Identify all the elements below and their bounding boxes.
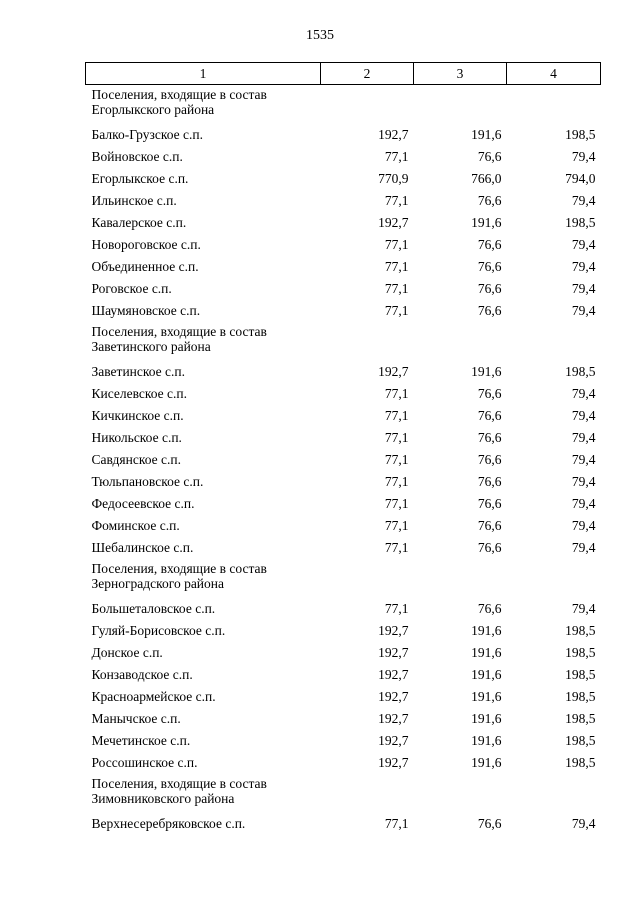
value-col-3: 76,6 bbox=[477, 149, 502, 164]
value-col-2: 192,7 bbox=[378, 623, 409, 638]
value-col-4: 79,4 bbox=[571, 386, 596, 401]
value-col-4: 198,5 bbox=[565, 667, 596, 682]
settlement-name: Объединенное с.п. bbox=[91, 259, 199, 274]
value-col-3: 766,0 bbox=[471, 171, 502, 186]
value-col-4: 79,4 bbox=[571, 149, 596, 164]
empty-cell bbox=[414, 85, 507, 125]
table-row bbox=[86, 708, 601, 730]
value-col-2: 77,1 bbox=[384, 452, 409, 467]
settlement-name: Новороговское с.п. bbox=[91, 237, 201, 252]
settlement-name: Большеталовское с.п. bbox=[91, 601, 216, 616]
table-row bbox=[86, 124, 601, 146]
budget-table bbox=[85, 62, 601, 835]
value-col-2: 77,1 bbox=[384, 816, 409, 831]
value-col-4: 794,0 bbox=[565, 171, 596, 186]
settlement-name: Кичкинское с.п. bbox=[91, 408, 184, 423]
empty-cell bbox=[507, 559, 601, 598]
table-row bbox=[86, 493, 601, 515]
value-col-4: 79,4 bbox=[571, 430, 596, 445]
table-row bbox=[86, 361, 601, 383]
table-row bbox=[86, 234, 601, 256]
settlement-name: Никольское с.п. bbox=[91, 430, 182, 445]
settlement-name: Роговское с.п. bbox=[91, 281, 172, 296]
table-row bbox=[86, 146, 601, 168]
value-col-2: 77,1 bbox=[384, 386, 409, 401]
value-col-4: 79,4 bbox=[571, 408, 596, 423]
group-heading-row bbox=[86, 774, 601, 813]
value-col-4: 198,5 bbox=[565, 711, 596, 726]
empty-cell bbox=[507, 85, 601, 125]
value-col-2: 192,7 bbox=[378, 733, 409, 748]
settlement-name: Донское с.п. bbox=[91, 645, 163, 660]
value-col-4: 198,5 bbox=[565, 215, 596, 230]
value-col-3: 76,6 bbox=[477, 452, 502, 467]
empty-cell bbox=[507, 322, 601, 361]
value-col-2: 192,7 bbox=[378, 364, 409, 379]
value-col-3: 76,6 bbox=[477, 193, 502, 208]
empty-cell bbox=[414, 774, 507, 813]
settlement-name: Шаумяновское с.п. bbox=[91, 303, 201, 318]
settlement-name: Савдянское с.п. bbox=[91, 452, 181, 467]
settlement-name: Заветинское с.п. bbox=[91, 364, 186, 379]
value-col-2: 192,7 bbox=[378, 215, 409, 230]
value-col-4: 79,4 bbox=[571, 496, 596, 511]
settlement-name: Гуляй-Борисовское с.п. bbox=[91, 623, 226, 638]
table-row bbox=[86, 537, 601, 559]
value-col-4: 79,4 bbox=[571, 816, 596, 831]
value-col-3: 191,6 bbox=[471, 127, 502, 142]
value-col-2: 77,1 bbox=[384, 601, 409, 616]
value-col-2: 192,7 bbox=[378, 645, 409, 660]
value-col-3: 191,6 bbox=[471, 711, 502, 726]
value-col-3: 76,6 bbox=[477, 540, 502, 555]
value-col-3: 76,6 bbox=[477, 259, 502, 274]
value-col-2: 77,1 bbox=[384, 149, 409, 164]
group-heading: Поселения, входящие в состав Егорлыкского района bbox=[91, 87, 267, 117]
value-col-3: 76,6 bbox=[477, 237, 502, 252]
value-col-2: 77,1 bbox=[384, 540, 409, 555]
value-col-3: 191,6 bbox=[471, 645, 502, 660]
value-col-3: 76,6 bbox=[477, 496, 502, 511]
empty-cell bbox=[321, 559, 414, 598]
settlement-name: Конзаводское с.п. bbox=[91, 667, 193, 682]
header-col-4: 4 bbox=[507, 63, 601, 85]
empty-cell bbox=[414, 322, 507, 361]
table-row bbox=[86, 642, 601, 664]
settlement-name: Мечетинское с.п. bbox=[91, 733, 191, 748]
group-heading-row bbox=[86, 322, 601, 361]
value-col-4: 79,4 bbox=[571, 452, 596, 467]
table-row bbox=[86, 471, 601, 493]
value-col-4: 79,4 bbox=[571, 259, 596, 274]
value-col-4: 79,4 bbox=[571, 237, 596, 252]
value-col-3: 76,6 bbox=[477, 408, 502, 423]
value-col-3: 76,6 bbox=[477, 601, 502, 616]
value-col-4: 198,5 bbox=[565, 127, 596, 142]
value-col-3: 191,6 bbox=[471, 689, 502, 704]
value-col-2: 77,1 bbox=[384, 259, 409, 274]
value-col-3: 191,6 bbox=[471, 623, 502, 638]
settlement-name: Верхнесеребряковское с.п. bbox=[91, 816, 246, 831]
value-col-4: 198,5 bbox=[565, 645, 596, 660]
value-col-4: 79,4 bbox=[571, 540, 596, 555]
settlement-name: Балко-Грузское с.п. bbox=[91, 127, 203, 142]
value-col-2: 192,7 bbox=[378, 127, 409, 142]
empty-cell bbox=[414, 559, 507, 598]
settlement-name: Войновское с.п. bbox=[91, 149, 183, 164]
group-heading-row bbox=[86, 85, 601, 125]
header-row bbox=[86, 63, 601, 85]
settlement-name: Фоминское с.п. bbox=[91, 518, 180, 533]
table-row bbox=[86, 212, 601, 234]
table-row bbox=[86, 664, 601, 686]
table-header bbox=[86, 63, 601, 85]
empty-cell bbox=[321, 322, 414, 361]
value-col-2: 77,1 bbox=[384, 496, 409, 511]
empty-cell bbox=[321, 774, 414, 813]
settlement-name: Россошинское с.п. bbox=[91, 755, 198, 770]
value-col-2: 192,7 bbox=[378, 755, 409, 770]
table-row bbox=[86, 427, 601, 449]
value-col-3: 76,6 bbox=[477, 430, 502, 445]
value-col-4: 198,5 bbox=[565, 364, 596, 379]
table-row bbox=[86, 383, 601, 405]
value-col-4: 79,4 bbox=[571, 518, 596, 533]
table-row bbox=[86, 278, 601, 300]
settlement-name: Киселевское с.п. bbox=[91, 386, 188, 401]
value-col-2: 192,7 bbox=[378, 711, 409, 726]
table-row bbox=[86, 300, 601, 322]
table-row bbox=[86, 730, 601, 752]
table-row bbox=[86, 449, 601, 471]
settlement-name: Шебалинское с.п. bbox=[91, 540, 194, 555]
value-col-2: 77,1 bbox=[384, 281, 409, 296]
value-col-2: 192,7 bbox=[378, 667, 409, 682]
value-col-3: 76,6 bbox=[477, 281, 502, 296]
table-row bbox=[86, 752, 601, 774]
settlement-name: Красноармейское с.п. bbox=[91, 689, 216, 704]
settlement-name: Кавалерское с.п. bbox=[91, 215, 187, 230]
value-col-4: 79,4 bbox=[571, 193, 596, 208]
value-col-4: 198,5 bbox=[565, 733, 596, 748]
value-col-3: 191,6 bbox=[471, 733, 502, 748]
table-row bbox=[86, 190, 601, 212]
value-col-2: 77,1 bbox=[384, 474, 409, 489]
value-col-4: 198,5 bbox=[565, 755, 596, 770]
value-col-4: 79,4 bbox=[571, 474, 596, 489]
value-col-3: 191,6 bbox=[471, 364, 502, 379]
group-heading: Поселения, входящие в состав Зимовниковского района bbox=[91, 776, 267, 806]
value-col-3: 76,6 bbox=[477, 816, 502, 831]
value-col-2: 77,1 bbox=[384, 430, 409, 445]
value-col-3: 76,6 bbox=[477, 518, 502, 533]
value-col-2: 192,7 bbox=[378, 689, 409, 704]
table-row bbox=[86, 168, 601, 190]
value-col-2: 770,9 bbox=[378, 171, 409, 186]
value-col-4: 79,4 bbox=[571, 601, 596, 616]
group-heading: Поселения, входящие в состав Зерноградского района bbox=[91, 561, 267, 591]
table-row bbox=[86, 256, 601, 278]
value-col-3: 76,6 bbox=[477, 474, 502, 489]
empty-cell bbox=[507, 774, 601, 813]
table-body bbox=[86, 85, 601, 836]
table-row bbox=[86, 598, 601, 620]
value-col-4: 79,4 bbox=[571, 281, 596, 296]
value-col-2: 77,1 bbox=[384, 303, 409, 318]
value-col-2: 77,1 bbox=[384, 408, 409, 423]
value-col-3: 191,6 bbox=[471, 667, 502, 682]
settlement-name: Федосеевское с.п. bbox=[91, 496, 195, 511]
value-col-2: 77,1 bbox=[384, 237, 409, 252]
table-row bbox=[86, 686, 601, 708]
value-col-2: 77,1 bbox=[384, 518, 409, 533]
budget-table-container bbox=[85, 62, 600, 835]
settlement-name: Ильинское с.п. bbox=[91, 193, 177, 208]
page-number: 1535 bbox=[306, 28, 334, 43]
value-col-2: 77,1 bbox=[384, 193, 409, 208]
value-col-4: 198,5 bbox=[565, 623, 596, 638]
value-col-3: 76,6 bbox=[477, 386, 502, 401]
group-heading-row bbox=[86, 559, 601, 598]
value-col-3: 76,6 bbox=[477, 303, 502, 318]
header-col-1: 1 bbox=[86, 63, 321, 85]
table-row bbox=[86, 405, 601, 427]
header-col-3: 3 bbox=[414, 63, 507, 85]
value-col-4: 79,4 bbox=[571, 303, 596, 318]
empty-cell bbox=[321, 85, 414, 125]
settlement-name: Тюльпановское с.п. bbox=[91, 474, 204, 489]
header-col-2: 2 bbox=[321, 63, 414, 85]
settlement-name: Манычское с.п. bbox=[91, 711, 181, 726]
table-row bbox=[86, 515, 601, 537]
table-row bbox=[86, 813, 601, 835]
value-col-3: 191,6 bbox=[471, 755, 502, 770]
group-heading: Поселения, входящие в состав Заветинского района bbox=[91, 324, 267, 354]
value-col-3: 191,6 bbox=[471, 215, 502, 230]
value-col-4: 198,5 bbox=[565, 689, 596, 704]
settlement-name: Егорлыкское с.п. bbox=[91, 171, 189, 186]
table-row bbox=[86, 620, 601, 642]
